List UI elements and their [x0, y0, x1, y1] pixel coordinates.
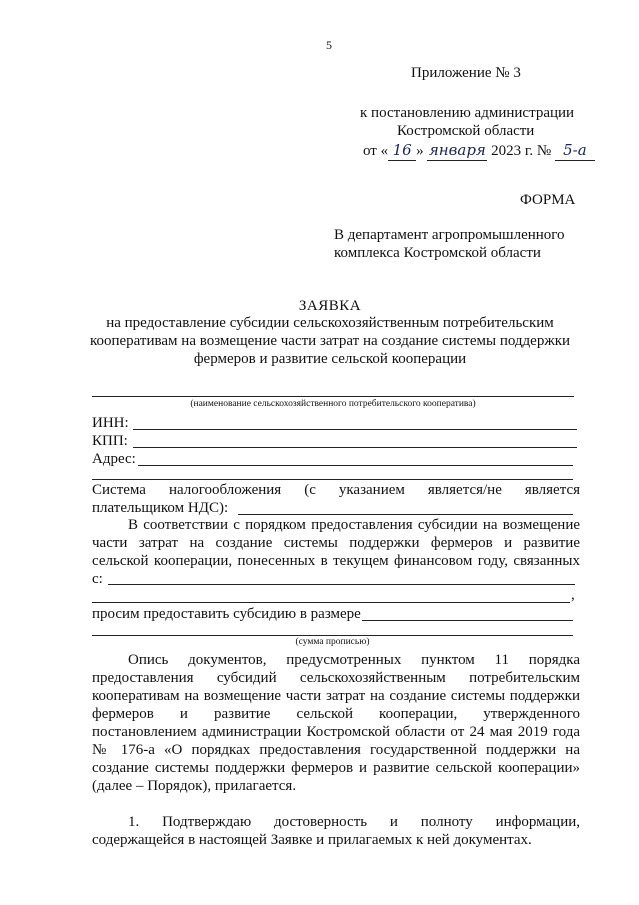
inn-field[interactable]	[133, 429, 577, 430]
form-label: ФОРМА	[520, 192, 576, 208]
appendix-line-2: Костромской области	[397, 123, 535, 139]
sum-hint: (сумма прописью)	[295, 637, 370, 647]
date-day: 16	[388, 141, 416, 161]
appendix-date	[363, 141, 595, 161]
subsidy-request: просим предоставить субсидию в размере	[92, 606, 361, 622]
kpp-field[interactable]	[133, 447, 577, 448]
date-month: января	[428, 141, 486, 159]
date-year: 2023 г. №	[491, 143, 552, 159]
date-mid: »	[416, 143, 424, 159]
appendix-line-1: к постановлению администрации	[360, 105, 575, 121]
subsidy-amount-field[interactable]	[362, 620, 573, 621]
kpp-label: КПП:	[92, 433, 128, 449]
para2-line-2: предоставления субсидий сельскохозяйственным потребительским	[92, 670, 580, 686]
appendix-title: Приложение № 3	[411, 65, 521, 81]
addressee-line-1: В департамент агропромышленного	[334, 227, 565, 243]
page-number: 5	[326, 38, 332, 52]
para2-line-4: фермеров и развитие сельской кооперации, утвержденного	[92, 706, 580, 722]
para1-line-1: В соответствии с порядком предоставления субсидии на возмещение	[128, 517, 580, 533]
address-field-continued[interactable]	[92, 479, 573, 480]
para2-line-3: кооперативам на возмещение части затрат на создание системы поддержки	[92, 688, 580, 704]
costs-comma: ,	[571, 587, 575, 603]
cooperative-name-line[interactable]	[92, 396, 574, 397]
subsidy-amount-words-field[interactable]	[92, 635, 573, 636]
para1-line-2: части затрат на создание системы поддержки фермеров и развитие	[92, 535, 580, 551]
tax-system-line-2: плательщиком НДС):	[92, 500, 229, 516]
para1-line-3: сельской кооперации, понесенных в текущем финансовом году, связанных	[92, 553, 580, 569]
addressee-line-2: комплекса Костромской области	[334, 245, 541, 261]
para2-line-8: (далее – Порядок), прилагается.	[92, 778, 297, 794]
para3-line-1: 1. Подтверждаю достоверность и полноту информации,	[128, 814, 580, 830]
tax-system-line-1: Система налогообложения (с указанием является/не является	[92, 482, 580, 498]
title-line-3: фермеров и развитие сельской кооперации	[193, 351, 467, 367]
title-line-2: кооперативам на возмещение части затрат на создание системы поддержки	[89, 333, 571, 349]
title-line-1: на предоставление субсидии сельскохозяйственным потребительским	[106, 315, 554, 331]
costs-field-2[interactable]	[92, 602, 570, 603]
date-prefix: от «	[363, 143, 389, 159]
para1-line-4: с:	[92, 571, 103, 587]
cooperative-name-hint: (наименование сельскохозяйственного потребительского кооператива)	[190, 399, 476, 409]
date-number: 5-а	[555, 141, 595, 161]
inn-label: ИНН:	[92, 415, 129, 431]
tax-system-field[interactable]	[238, 514, 573, 515]
para2-line-1: Опись документов, предусмотренных пунктом 11 порядка	[128, 652, 580, 668]
para2-line-6: № 176-а «О порядках предоставления государственной поддержки на	[92, 742, 580, 758]
document-title: ЗАЯВКА	[298, 298, 362, 314]
para2-line-5: постановлением администрации Костромской области от 24 мая 2019 года	[92, 724, 580, 740]
costs-field-1[interactable]	[108, 584, 575, 585]
address-field[interactable]	[138, 465, 573, 466]
para2-line-7: создание системы поддержки фермеров и развитие сельской кооперации»	[92, 760, 580, 776]
address-label: Адрес:	[92, 451, 136, 467]
para3-line-2: содержащейся в настоящей Заявке и прилагаемых к ней документах.	[92, 832, 532, 848]
